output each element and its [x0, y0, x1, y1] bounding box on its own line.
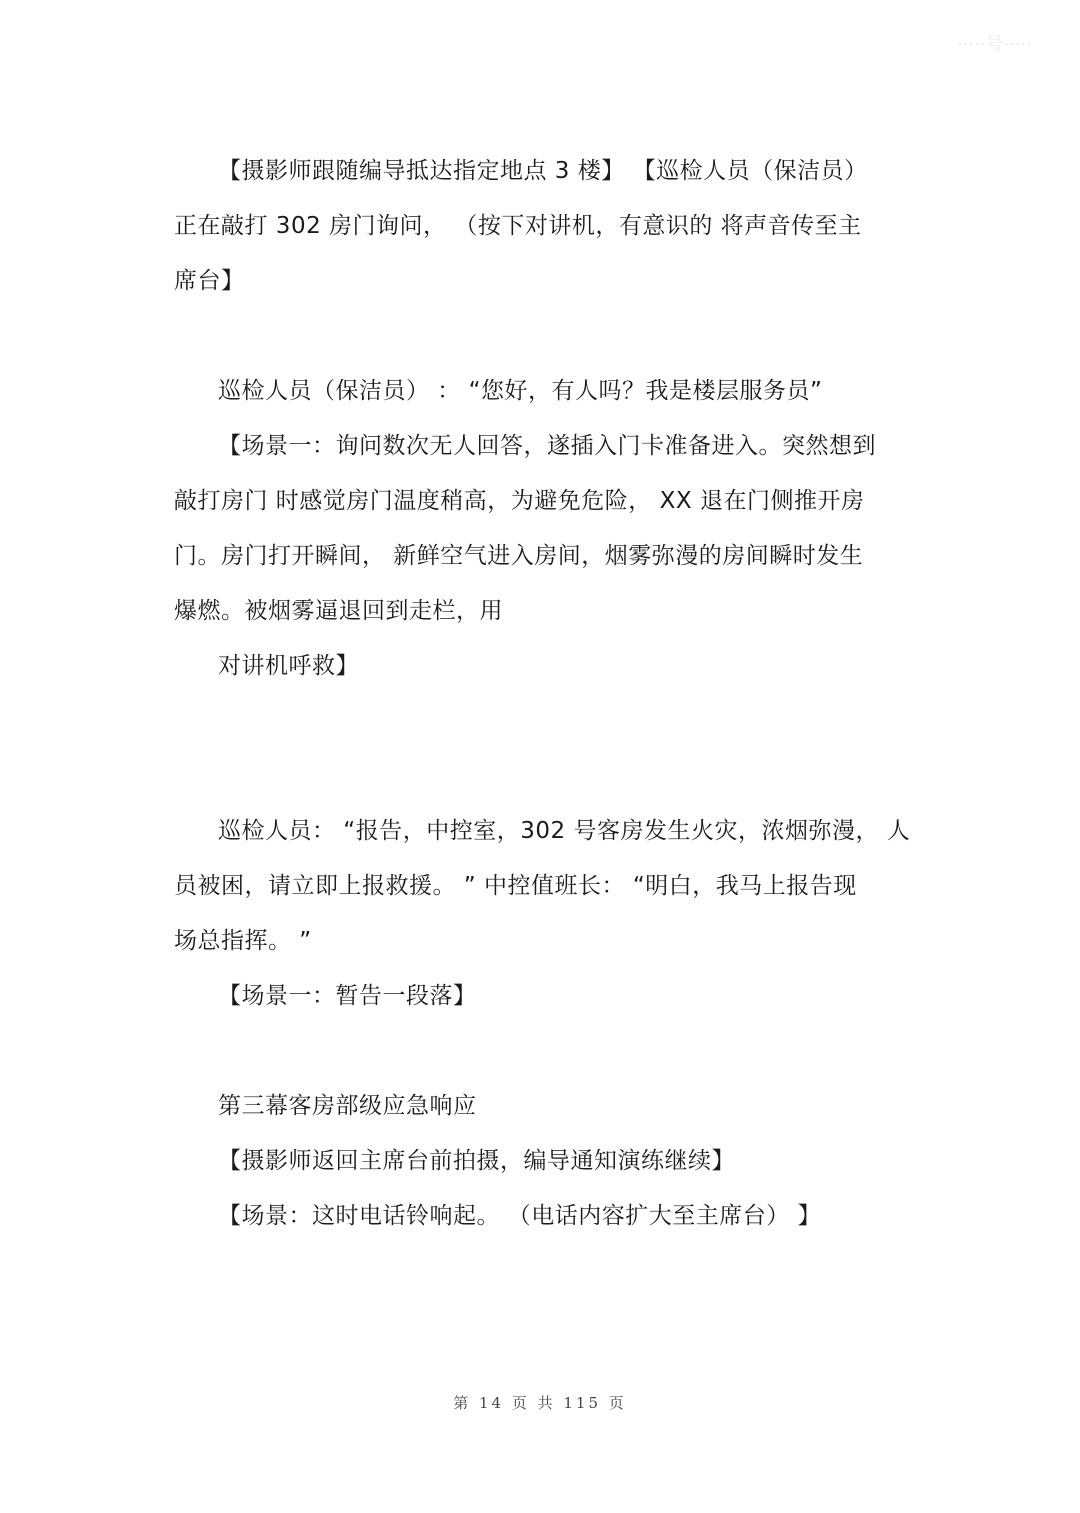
- watermark: ·····号·····: [956, 34, 1032, 55]
- text-line-14: 第三幕客房部级应急响应: [218, 1093, 477, 1119]
- text-line-13: 【场景一：暂告一段落】: [218, 983, 477, 1009]
- text-line-2: 正在敲打 302 房门询问， （按下对讲机，有意识的 将声音传至主: [174, 213, 862, 239]
- text-line-10: 巡检人员： “报告，中控室，302 号客房发生火灾，浓烟弥漫， 人: [218, 818, 911, 844]
- text-line-5: 【场景一：询问数次无人回答，遂插入门卡准备进入。突然想到: [218, 433, 876, 459]
- text-line-7: 门。房门打开瞬间， 新鲜空气进入房间，烟雾弥漫的房间瞬时发生: [174, 543, 864, 569]
- text-line-15: 【摄影师返回主席台前拍摄，编导通知演练继续】: [218, 1148, 735, 1174]
- text-line-1: 【摄影师跟随编导抵达指定地点 3 楼】 【巡检人员（保洁员）: [218, 158, 868, 184]
- text-line-9: 对讲机呼救】: [218, 653, 359, 679]
- page-footer: 第 14 页 共 115 页: [453, 1394, 627, 1412]
- text-line-11: 员被困，请立即上报救援。 ” 中控值班长： “明白，我马上报告现: [174, 873, 857, 899]
- text-line-16: 【场景：这时电话铃响起。 （电话内容扩大至主席台） 】: [218, 1203, 822, 1229]
- text-line-6: 敲打房门 时感觉房门温度稍高，为避免危险， XX 退在门侧推开房: [174, 488, 865, 514]
- text-line-8: 爆燃。被烟雾逼退回到走栏，用: [174, 598, 503, 624]
- text-line-3: 席台】: [174, 268, 245, 294]
- text-line-12: 场总指挥。 ”: [174, 928, 312, 954]
- text-line-4: 巡检人员（保洁员） ： “您好，有人吗？我是楼层服务员”: [218, 378, 823, 404]
